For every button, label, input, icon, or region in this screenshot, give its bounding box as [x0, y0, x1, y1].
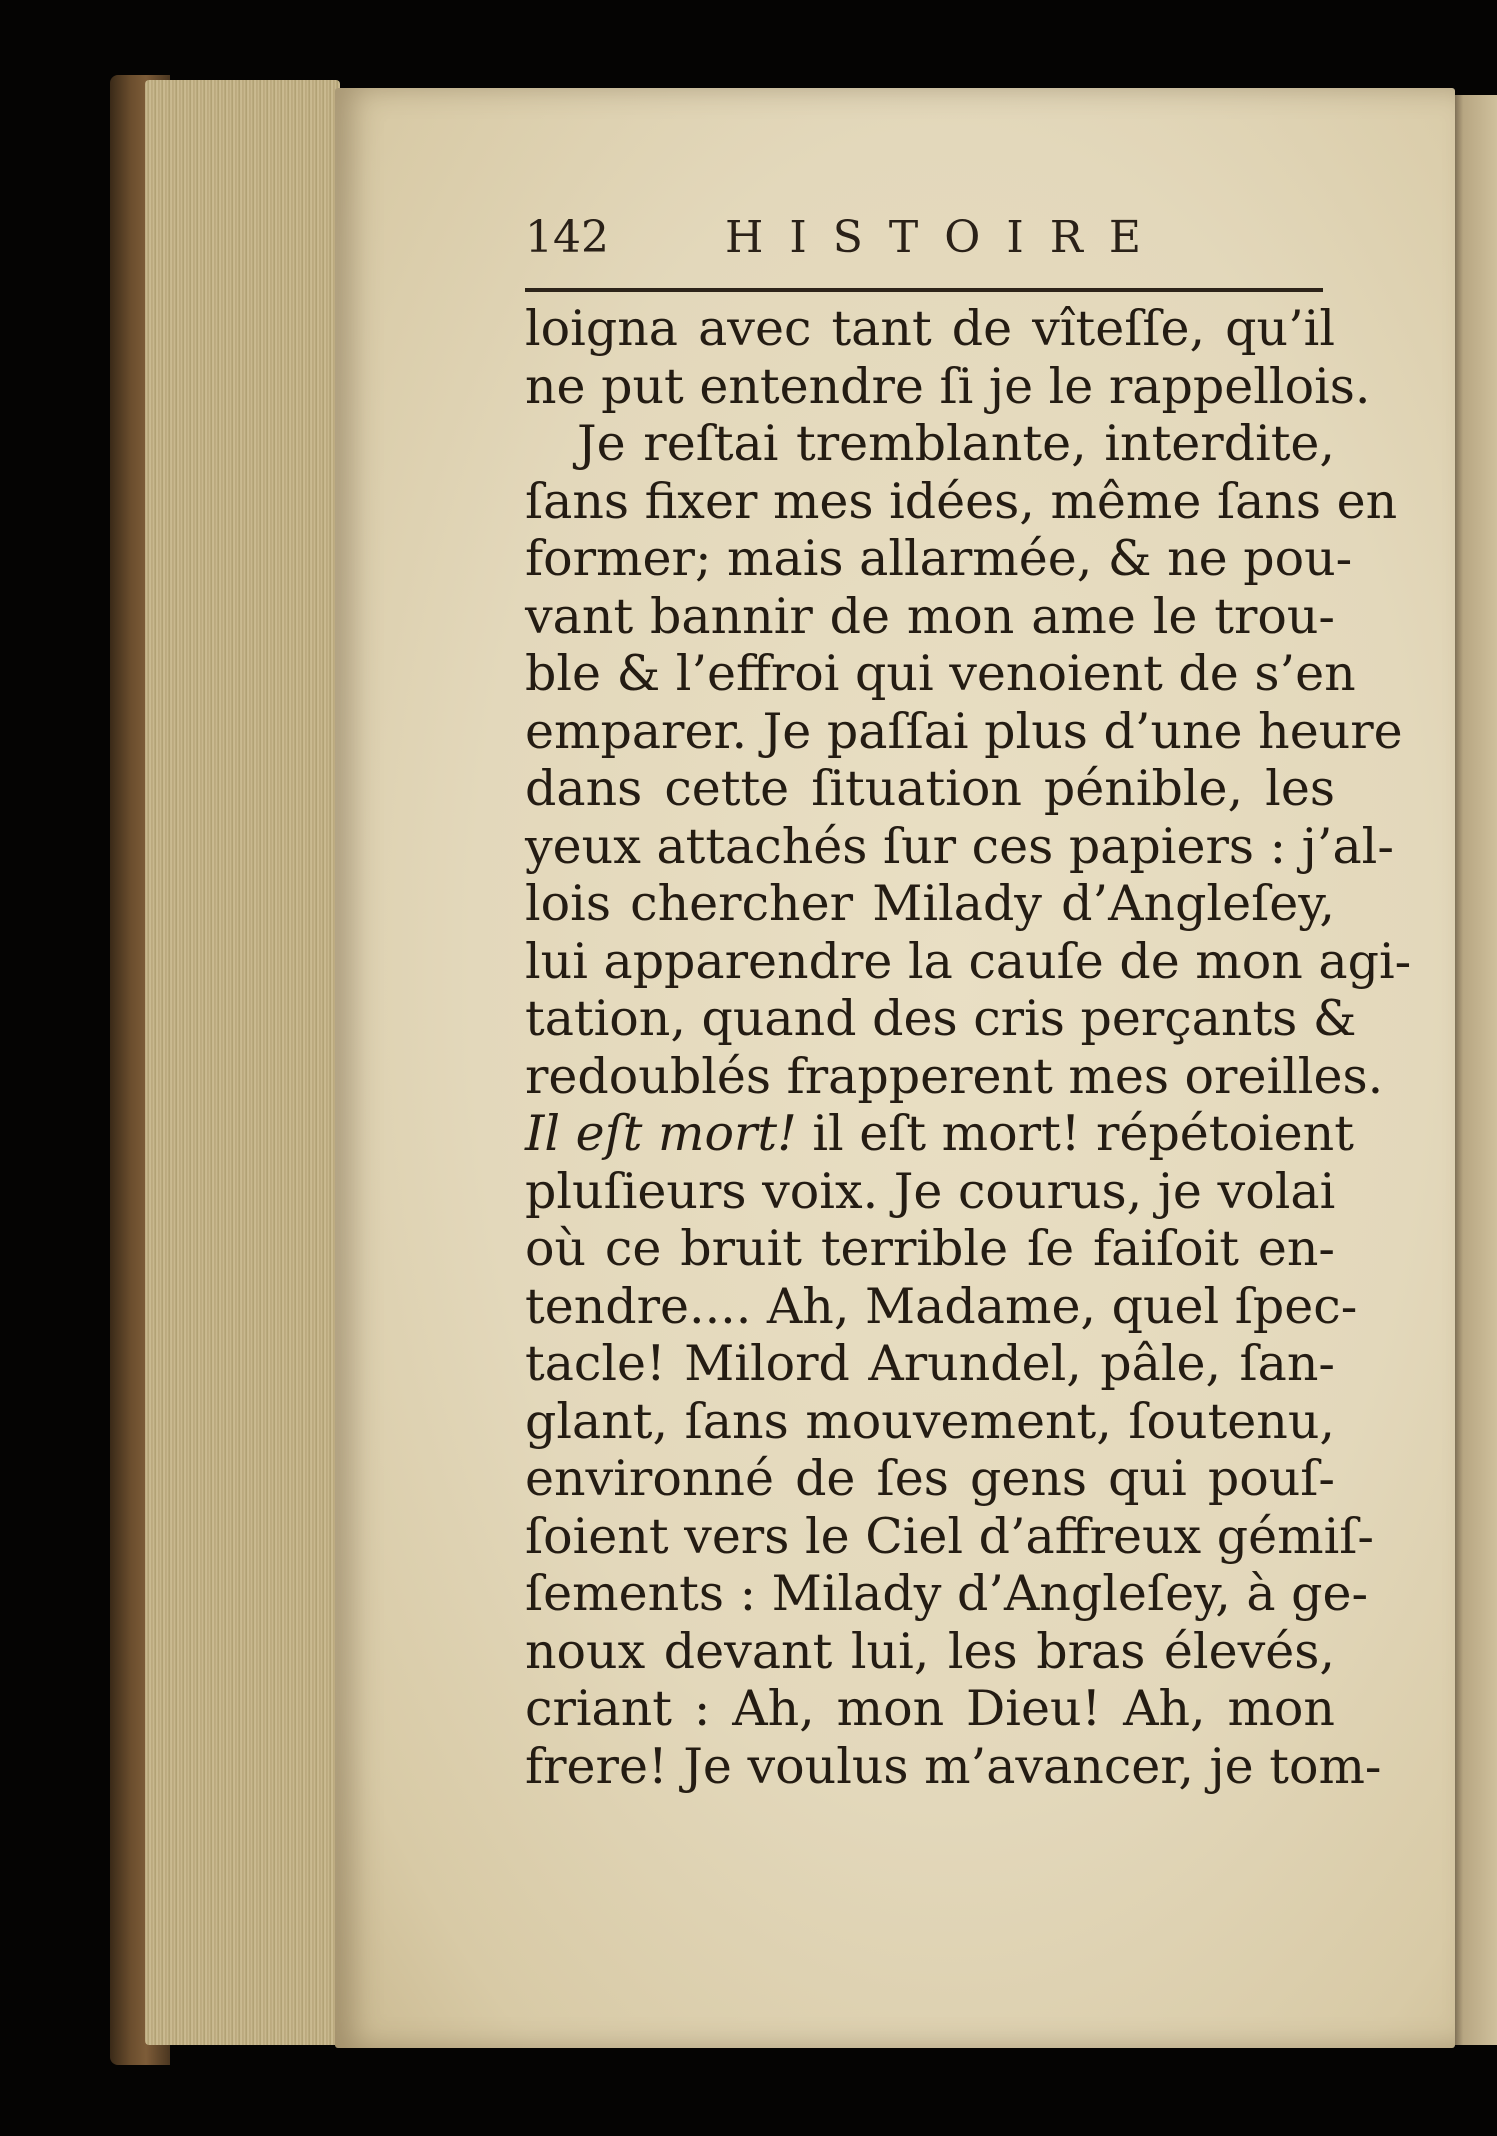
text-line: ble & l’effroi qui venoient de s’en [525, 645, 1356, 702]
text-line: tacle! Milord Arundel, pâle, ſan- [525, 1335, 1335, 1392]
text-line: où ce bruit terrible ſe faiſoit en- [525, 1220, 1335, 1277]
page-number: 142 [525, 212, 609, 263]
text-line: pluſieurs voix. Je courus, je volai [525, 1162, 1336, 1220]
text-line: noux devant lui, les bras élevés, [525, 1622, 1335, 1680]
text-line-with-italic [525, 1105, 1354, 1163]
text-line: ſans fixer mes idées, même ſans en [525, 472, 1398, 530]
text-line: environné de ſes gens qui pouſ- [525, 1450, 1335, 1507]
text-line: lui apparendre la cauſe de mon agi- [525, 932, 1412, 990]
page-edges [145, 80, 340, 2045]
body-text [525, 300, 1412, 1795]
text-line: criant : Ah, mon Dieu! Ah, mon [525, 1680, 1335, 1737]
text-line: tendre.... Ah, Madame, quel ſpec- [525, 1277, 1358, 1335]
text-line: ſements : Milady d’Angleſey, à ge- [525, 1565, 1369, 1622]
text-line: yeux attachés ſur ces papiers : j’al- [525, 817, 1394, 875]
running-title: HISTOIRE [725, 212, 1167, 263]
text-line: Je reſtai tremblante, interdite, [577, 415, 1335, 472]
text-line: redoublés frapperent mes oreilles. [525, 1047, 1384, 1105]
text-line: loigna avec tant de vîteſſe, qu’il [525, 300, 1335, 357]
text-line: emparer. Je paſſai plus d’une heure [525, 702, 1403, 760]
italic-phrase: Il eſt mort! [525, 1105, 797, 1162]
page-header [525, 208, 1325, 268]
text-line: ne put entendre ſi je le rappellois. [525, 357, 1371, 415]
text-line: lois chercher Milady d’Angleſey, [525, 875, 1335, 932]
text-line: tation, quand des cris perçants & [525, 990, 1357, 1047]
text-line: former; mais allarmée, & ne pou- [525, 530, 1353, 587]
header-rule [525, 288, 1323, 292]
text-line: ſoient vers le Ciel d’affreux gémiſ- [525, 1507, 1374, 1565]
text-line: frere! Je voulus m’avancer, je tom- [525, 1737, 1382, 1795]
text-line: glant, ſans mouvement, ſoutenu, [525, 1392, 1335, 1450]
text-line: vant bannir de mon ame le trou- [525, 587, 1335, 645]
text-line-rest: il eſt mort! répétoient [812, 1105, 1354, 1162]
text-line: dans cette ſituation pénible, les [525, 760, 1335, 817]
